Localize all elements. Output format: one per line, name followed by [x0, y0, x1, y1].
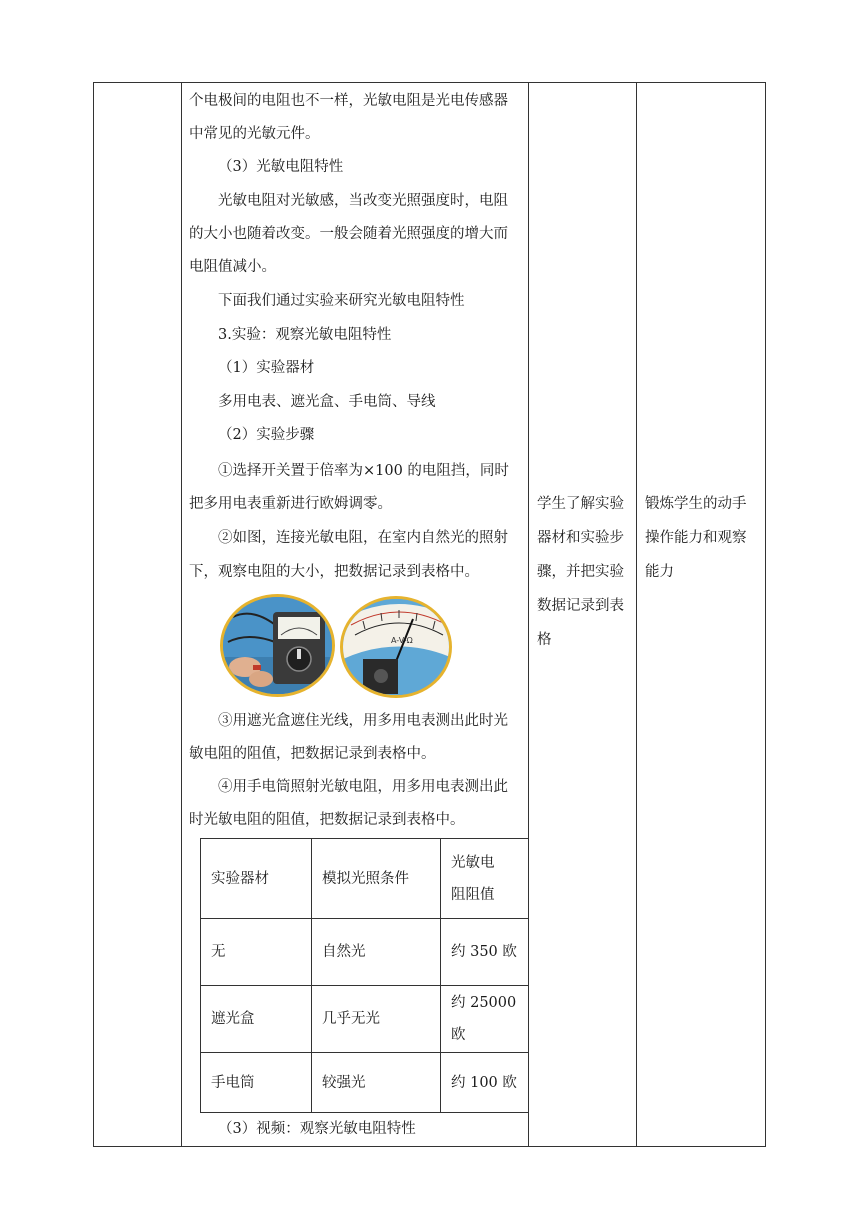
- paragraph-line: ①选择开关置于倍率为×100 的电阻挡，同时: [218, 463, 509, 479]
- table-header-row: [201, 839, 529, 919]
- design-intent-line: 锻炼学生的动手: [645, 496, 747, 512]
- table-row: [201, 986, 529, 1053]
- student-activity-line: 格: [537, 632, 552, 648]
- table-cell: 几乎无光: [312, 986, 441, 1053]
- paragraph-line: 多用电表、遮光盒、手电筒、导线: [218, 394, 436, 410]
- table-cell: 约 25000 欧: [441, 986, 529, 1053]
- paragraph-line: 个电极间的电阻也不一样，光敏电阻是光电传感器: [189, 93, 508, 109]
- table-cell: 手电筒: [201, 1053, 312, 1113]
- table-row: [201, 1053, 529, 1113]
- paragraph-line: ②如图，连接光敏电阻，在室内自然光的照射: [218, 530, 508, 546]
- paragraph-line: 敏电阻的阻值，把数据记录到表格中。: [189, 746, 436, 762]
- section-heading: 3.实验：观察光敏电阻特性: [218, 327, 392, 343]
- table-cell: 约 350 欧: [441, 919, 529, 986]
- results-table: [200, 838, 529, 1113]
- section-heading: （1）实验器材: [218, 360, 315, 376]
- student-activity-line: 学生了解实验: [537, 496, 624, 512]
- column-divider-1: [181, 82, 182, 1147]
- table-cell: 无: [201, 919, 312, 986]
- paragraph-line: ④用手电筒照射光敏电阻，用多用电表测出此: [218, 779, 508, 795]
- meter-scale-photo: [340, 596, 452, 698]
- design-intent-line: 能力: [645, 564, 674, 580]
- multimeter-photo: [220, 594, 335, 697]
- student-activity-line: 器材和实验步: [537, 530, 624, 546]
- section-heading: （3）视频：观察光敏电阻特性: [218, 1121, 416, 1137]
- paragraph-line: 光敏电阻对光敏感，当改变光照强度时，电阻: [218, 193, 508, 209]
- paragraph-line: 中常见的光敏元件。: [189, 126, 320, 142]
- table-cell: 较强光: [312, 1053, 441, 1113]
- meter-scale-label: A-V-Ω: [391, 636, 413, 645]
- column-divider-3: [636, 82, 637, 1147]
- table-header-cell: 实验器材: [201, 839, 312, 919]
- table-cell: 遮光盒: [201, 986, 312, 1053]
- student-activity-line: 骤，并把实验: [537, 564, 624, 580]
- paragraph-line: 的大小也随着改变。一般会随着光照强度的增大而: [189, 226, 508, 242]
- table-cell: 约 100 欧: [441, 1053, 529, 1113]
- section-heading: （2）实验步骤: [218, 427, 315, 443]
- section-heading: （3）光敏电阻特性: [218, 159, 344, 175]
- table-header-cell: 模拟光照条件: [312, 839, 441, 919]
- table-header-cell: 光敏电阻阻值: [441, 839, 529, 919]
- paragraph-line: 下，观察电阻的大小，把数据记录到表格中。: [189, 564, 479, 580]
- table-cell: 自然光: [312, 919, 441, 986]
- design-intent-line: 操作能力和观察: [645, 530, 747, 546]
- paragraph-line: ③用遮光盒遮住光线，用多用电表测出此时光: [218, 713, 508, 729]
- paragraph-line: 下面我们通过实验来研究光敏电阻特性: [218, 293, 465, 309]
- paragraph-line: 电阻值减小。: [189, 259, 276, 275]
- table-row: [201, 919, 529, 986]
- student-activity-line: 数据记录到表: [537, 598, 624, 614]
- paragraph-line: 时光敏电阻的阻值，把数据记录到表格中。: [189, 812, 465, 828]
- paragraph-line: 把多用电表重新进行欧姆调零。: [189, 496, 392, 512]
